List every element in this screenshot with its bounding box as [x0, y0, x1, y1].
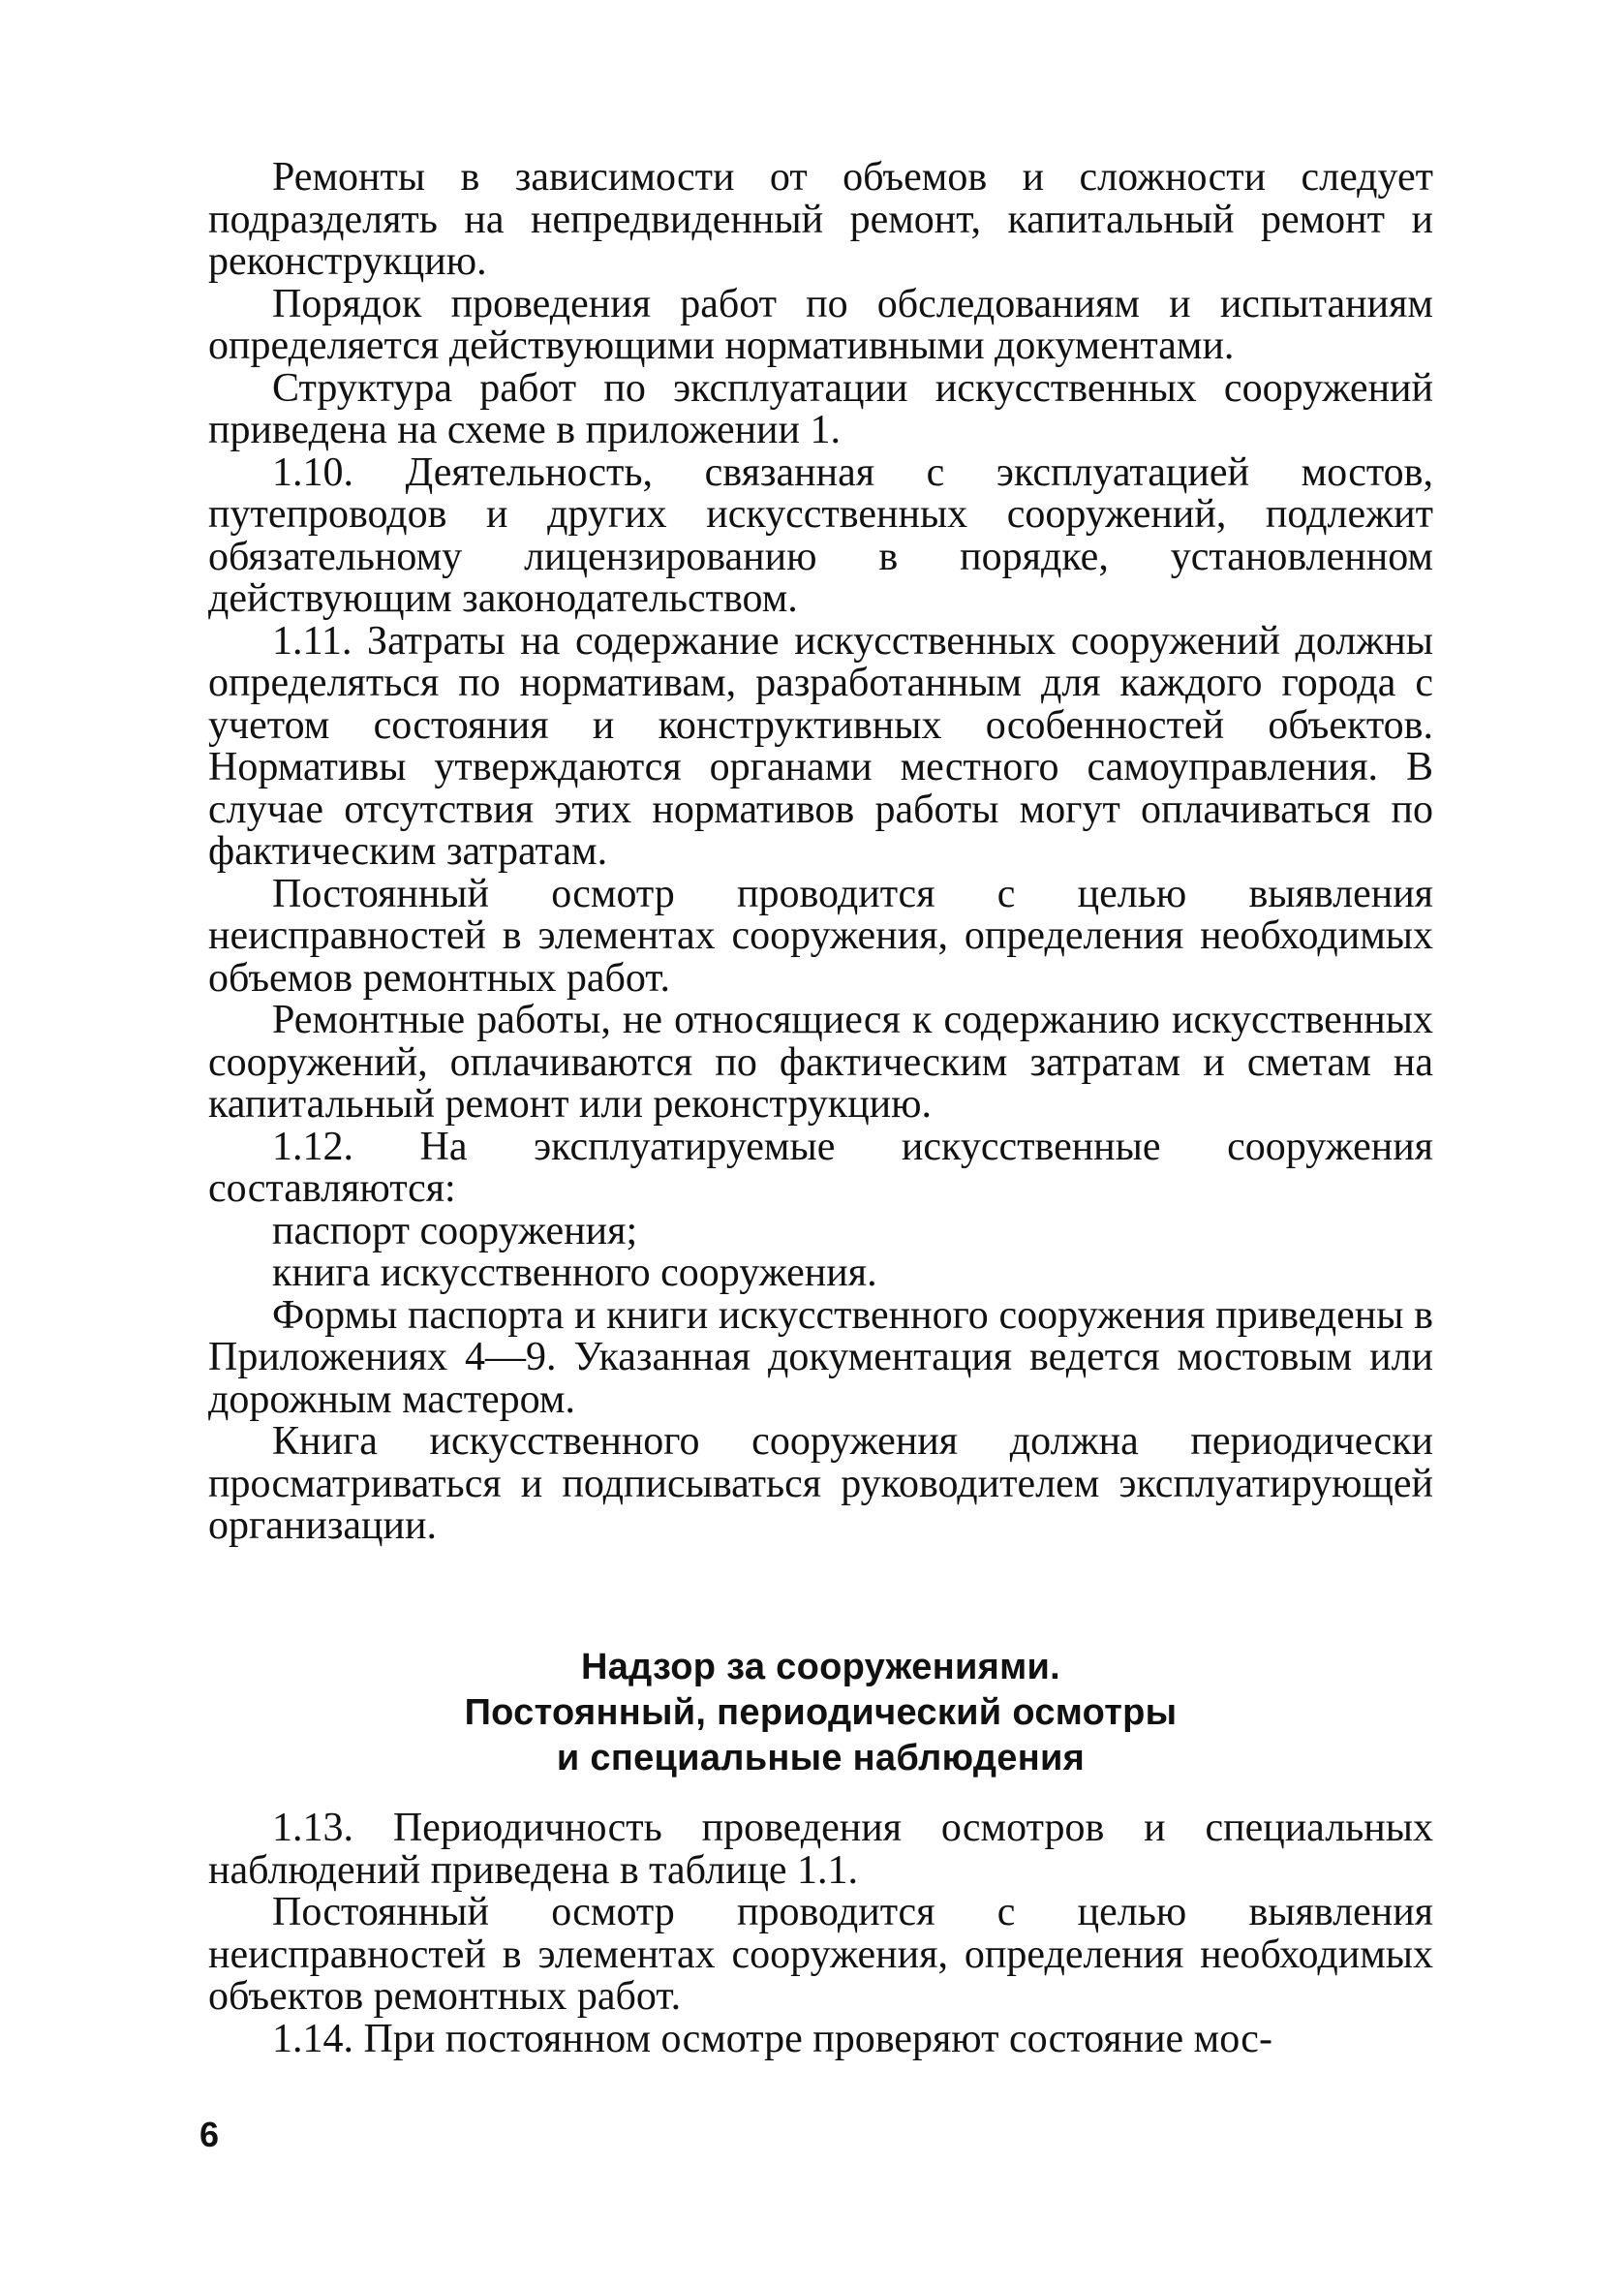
paragraph-permanent-inspection: Постоянный осмотр проводится с целью выявления неисправностей в элементах сооружения, определения необходимых объемов ремонтных работ.: [208, 871, 1433, 1001]
body-text-bottom: [208, 1808, 1433, 2060]
paragraph-1-14: 1.14. При постоянном осмотре проверяют состояние мос-: [272, 2016, 1272, 2061]
paragraph-repairs: Ремонты в зависимости от объемов и сложности следует подразделять на непредвиденный ремонт, капитальный ремонт и реконструкцию.: [208, 155, 1433, 284]
paragraph-1-10: 1.10. Деятельность, связанная с эксплуатацией мостов, путепроводов и других искусственных сооружений, подлежит обязательному лицензированию в порядке, установленном действующим законодательством.: [208, 449, 1433, 621]
paragraph-1-13: 1.13. Периодичность проведения осмотров и специальных наблюдений приведена в таблице 1.1.: [208, 1806, 1433, 1893]
heading-line-3: и специальные наблюдения: [556, 1738, 1086, 1778]
section-heading: [208, 1645, 1433, 1781]
paragraph-1-12: 1.12. На эксплуатируемые искусственные сооружения составляются:: [208, 1124, 1433, 1211]
list-item-book: книга искусственного сооружения.: [272, 1251, 877, 1295]
heading-line-1: Надзор за сооружениями.: [580, 1647, 1061, 1687]
paragraph-permanent-inspection-2: Постоянный осмотр проводится с целью выявления неисправностей в элементах сооружения, определения необходимых объектов ремонтных работ.: [208, 1890, 1433, 2019]
paragraph-forms: Формы паспорта и книги искусственного сооружения приведены в Приложениях 4—9. Указанная документация ведется мостовым или дорожным мастером.: [208, 1292, 1433, 1422]
paragraph-repair-works: Ремонтные работы, не относящиеся к содержанию искусственных сооружений, оплачиваются по фактическим затратам и сметам на капитальный ремонт или реконструкцию.: [208, 998, 1433, 1127]
paragraph-work-structure: Структура работ по эксплуатации искусственных сооружений приведена на схеме в приложении 1.: [208, 365, 1433, 452]
paragraph-1-11: 1.11. Затраты на содержание искусственных сооружений должны определяться по нормативам, разработанным для каждого города с учетом состояния и конструктивных особенностей объектов. Нормативы утверждаются органами местного самоуправления. В случае отсутствия этих нормативов работы могут оплачиваться по фактическим затратам.: [208, 618, 1433, 874]
body-text-top: [208, 157, 1433, 1548]
page-number: 6: [199, 2115, 220, 2154]
paragraph-inspection-order: Порядок проведения работ по обследованиям и испытаниям определяется действующими нормативными документами.: [208, 281, 1433, 368]
list-item-passport: паспорт сооружения;: [272, 1208, 638, 1253]
heading-line-2: Постоянный, периодический осмотры: [464, 1692, 1178, 1733]
paragraph-book-review: Книга искусственного сооружения должна периодически просматриваться и подписываться руководителем эксплуатирующей организации.: [208, 1419, 1433, 1548]
